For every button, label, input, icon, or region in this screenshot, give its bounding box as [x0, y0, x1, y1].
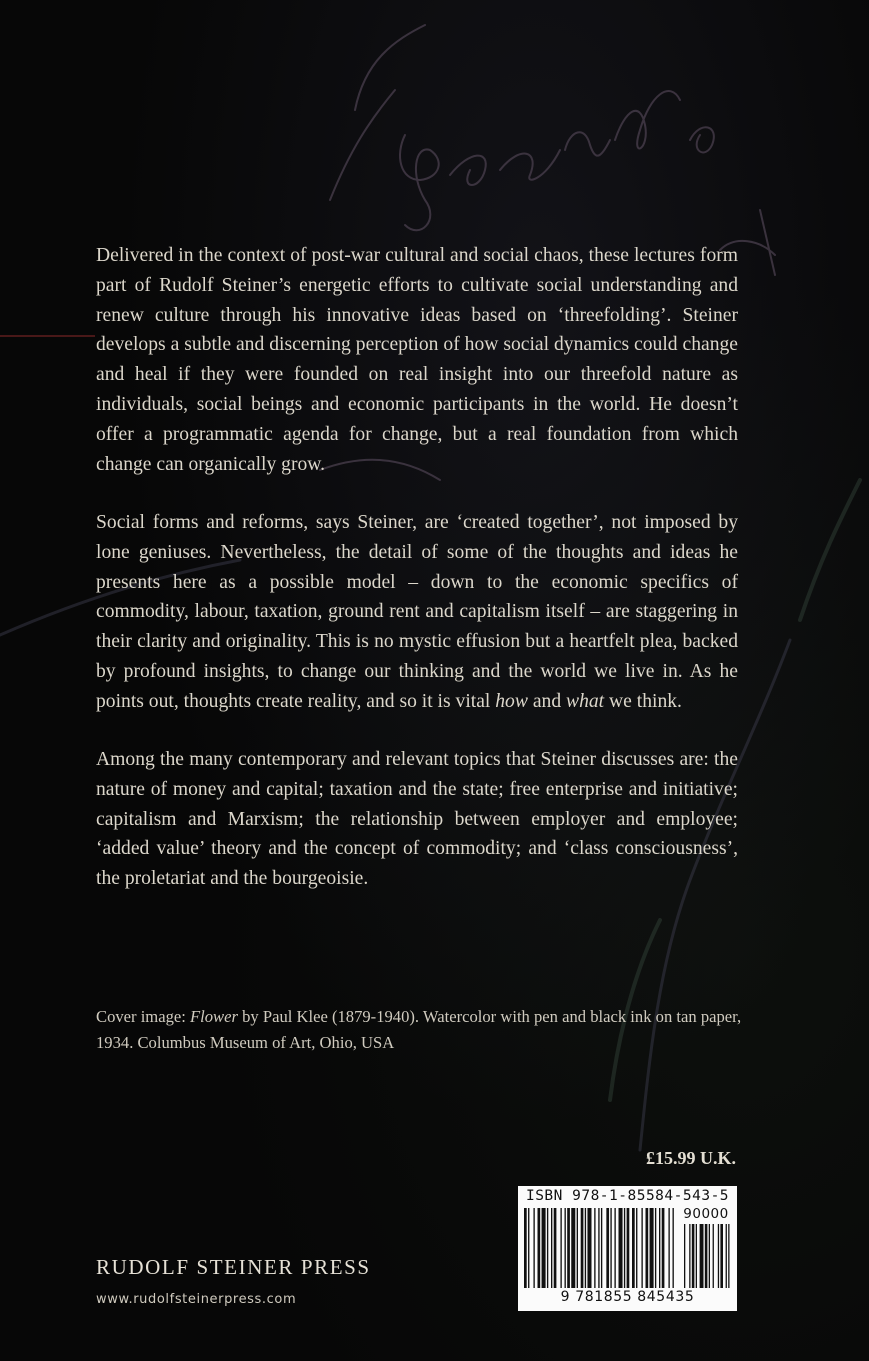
- blurb-paragraph-3: Among the many contemporary and relevant topics that Steiner discusses are: the nature of money and capital; taxation and the state; free enterprise and initiative; capitalism and Marxism; the relationship between employer and employee; ‘added value’ theory and the concept of commodity; and ‘class consciousness’, the proletariat and the bourgeoisie.: [96, 749, 738, 890]
- blurb-paragraph-2-and: and: [527, 690, 567, 712]
- blurb-paragraph-2: [96, 508, 738, 717]
- credit-artwork-title: Flower: [190, 1007, 238, 1026]
- cover-image-credit: [96, 1004, 776, 1056]
- emphasis-how: how: [495, 690, 528, 712]
- blurb-paragraph-2-end: we think.: [604, 690, 682, 712]
- credit-details: by Paul Klee (1879-1940). Watercolor with pen and black ink on tan paper, 1934. Columbus Museum of Art, Ohio, USA: [96, 1007, 742, 1052]
- isbn-number: ISBN 978-1-85584-543-5: [525, 1188, 730, 1204]
- publisher-website: www.rudolfsteinerpress.com: [96, 1292, 297, 1307]
- isbn-barcode: [518, 1186, 737, 1311]
- publisher-name: RUDOLF STEINER PRESS: [96, 1255, 371, 1279]
- blurb-paragraph-1: Delivered in the context of post-war cultural and social chaos, these lectures form part of Rudolf Steiner’s energetic efforts to cultivate social understanding and renew culture through his innovative ideas based on ‘threefolding’. Steiner develops a subtle and discerning perception of how social dynamics could change and heal if they were founded on real insight into our threefold nature as individuals, social beings and economic participants in the world. He doesn’t offer a programmatic agenda for change, but a real foundation from which change can organically grow.: [96, 245, 738, 475]
- credit-prefix: Cover image:: [96, 1007, 191, 1026]
- barcode-digits: 9 781855 845435: [560, 1289, 695, 1305]
- price-label: £15.99 U.K.: [646, 1148, 736, 1168]
- blurb-paragraph-2-text: Social forms and reforms, says Steiner, are ‘created together’, not imposed by lone geniuses. Nevertheless, the detail of some of the thoughts and ideas he presents here as a possible model – down to the economic specifics of commodity, labour, taxation, ground rent and capitalism itself – are staggering in their clarity and originality. This is no mystic effusion but a heartfelt plea, backed by profound insights, to change our thinking and the world we live in. As he points out, thoughts create reality, and so it is vital: [96, 512, 738, 712]
- barcode-addon-code: 90000: [678, 1206, 734, 1222]
- emphasis-what: what: [566, 690, 605, 712]
